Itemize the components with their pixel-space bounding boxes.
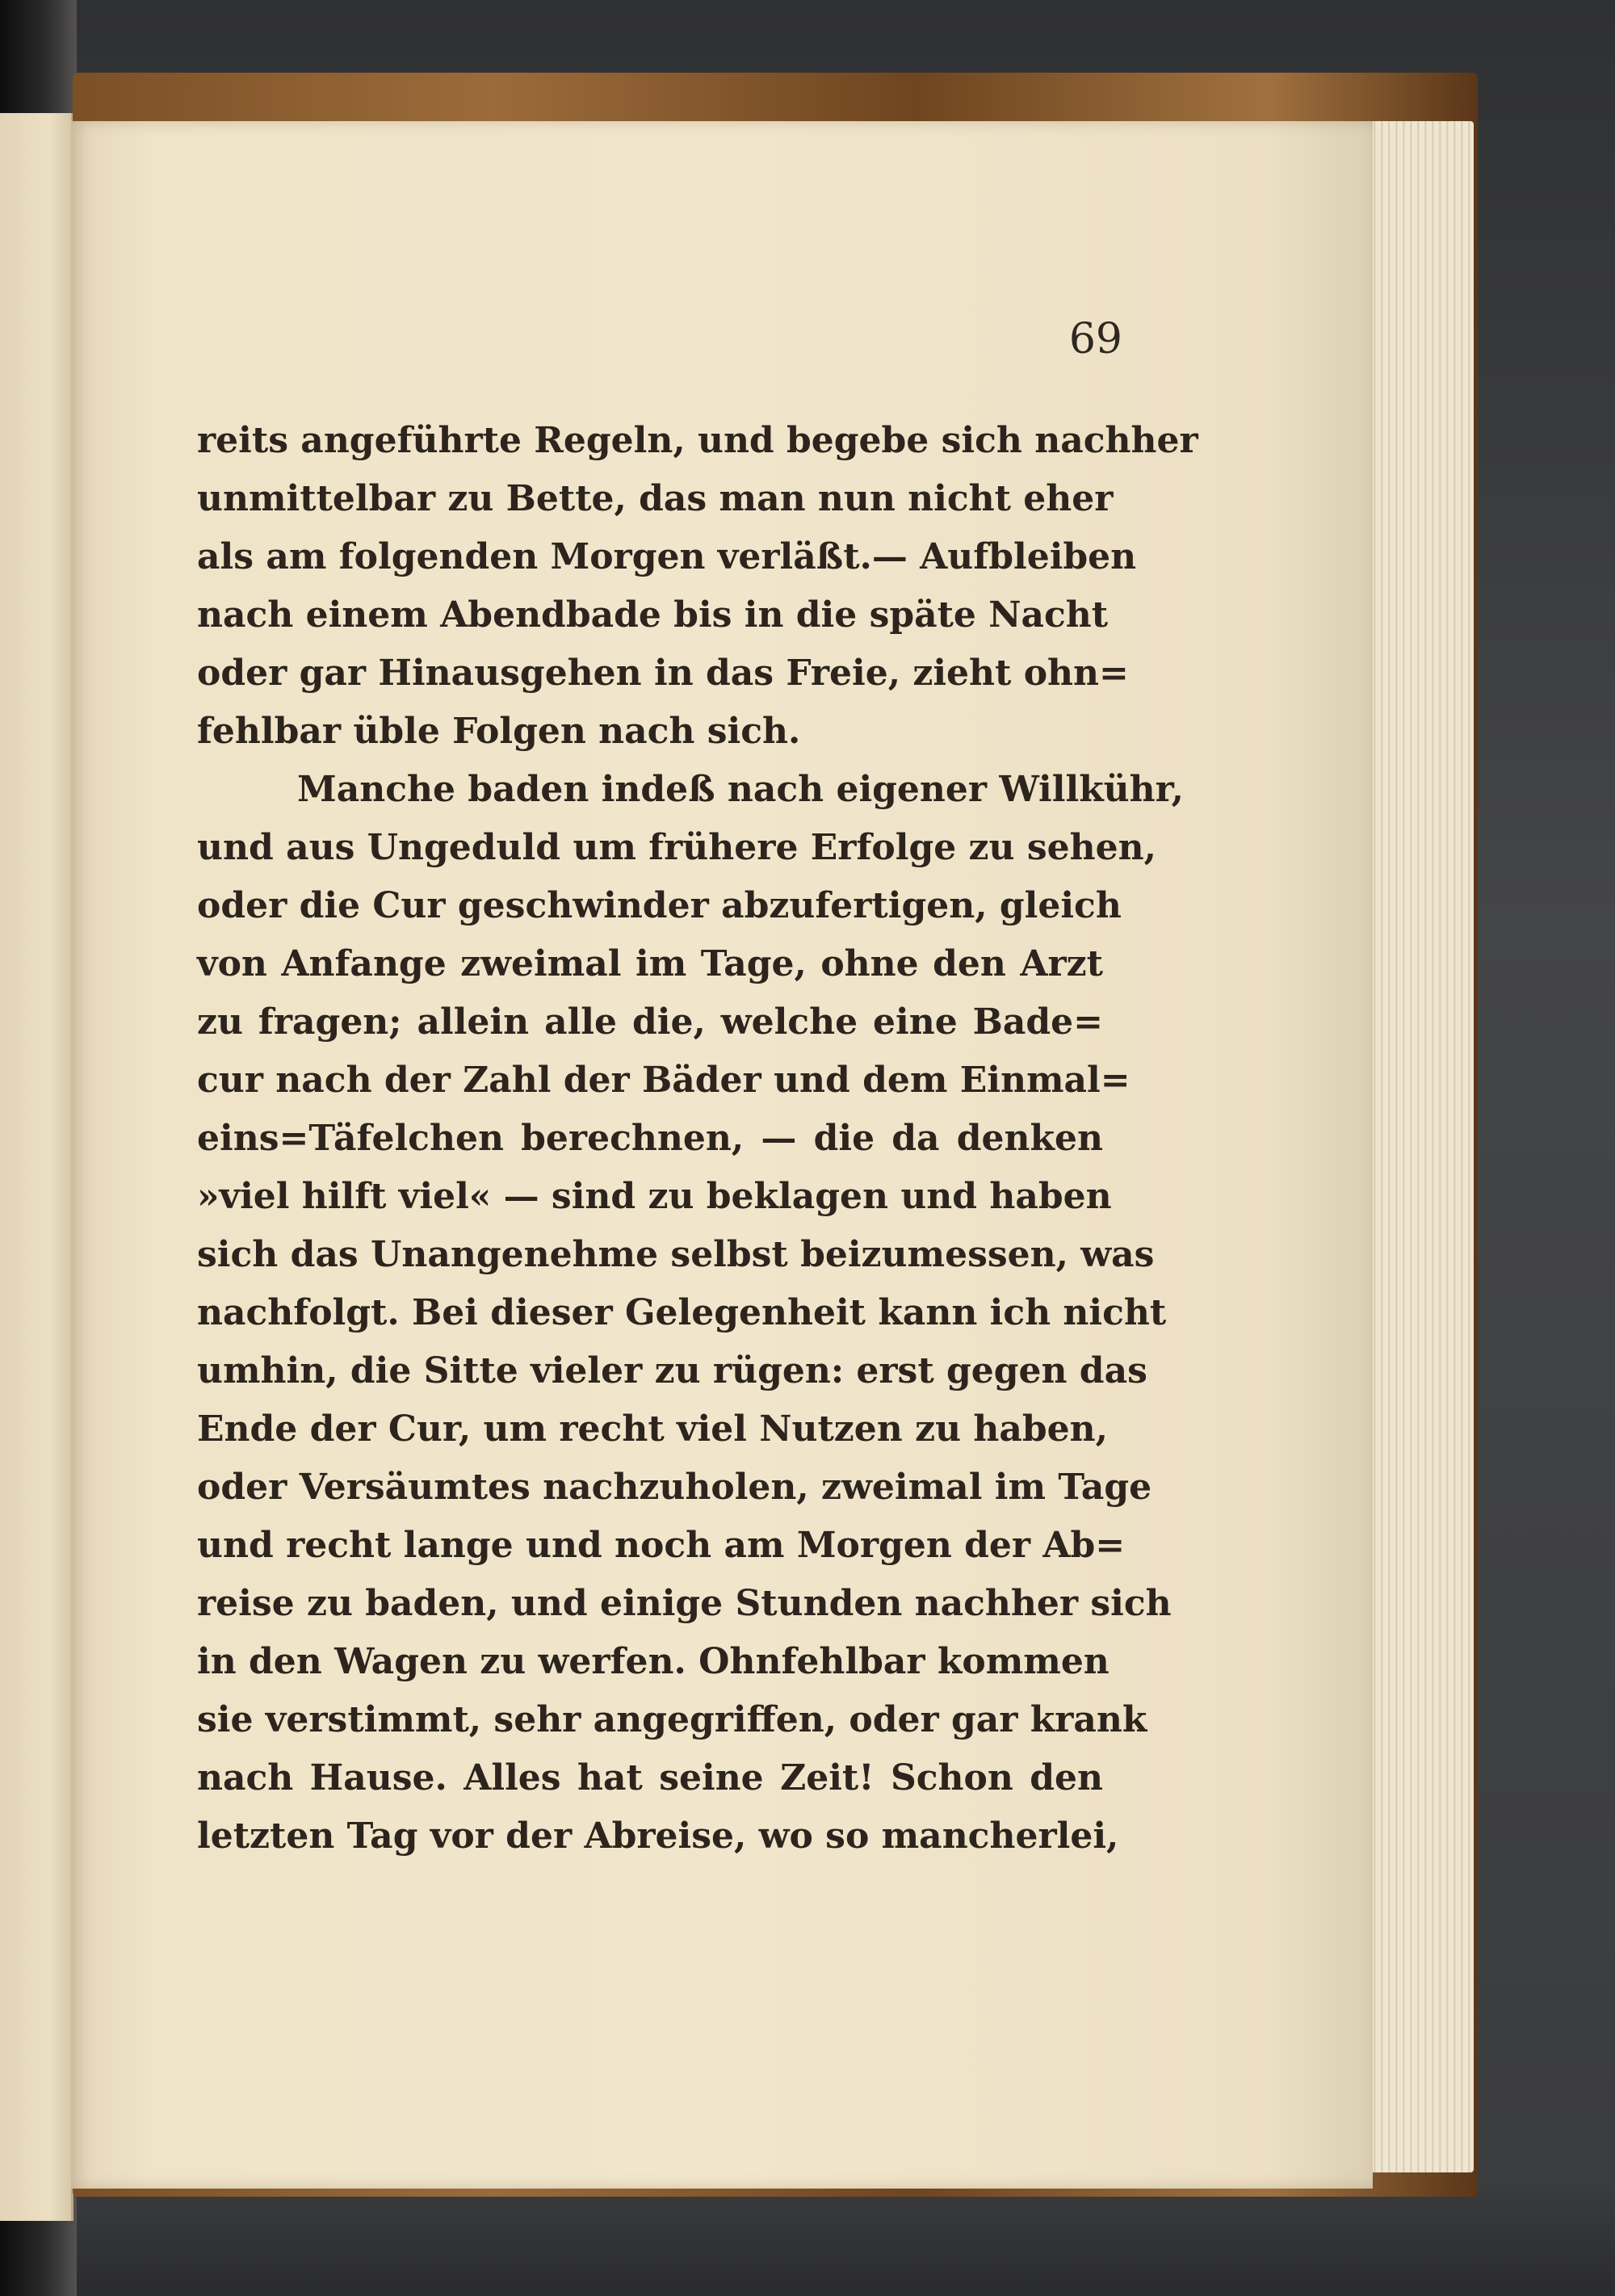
text-line: cur nach der Zahl der Bäder und dem Einmal= xyxy=(197,1060,1130,1101)
text-line: »viel hilft viel« — sind zu beklagen und haben xyxy=(197,1176,1112,1217)
text-line: oder Versäumtes nachzuholen, zweimal im Tage xyxy=(197,1467,1152,1508)
previous-page-edge xyxy=(0,113,73,2221)
text-line: umhin, die Sitte vieler zu rügen: erst gegen das xyxy=(197,1350,1147,1391)
body-text xyxy=(197,412,1198,1866)
text-line: reits angeführte Regeln, und begebe sich nachher xyxy=(197,420,1198,461)
text-line: sich das Unangenehme selbst beizumessen, was xyxy=(197,1234,1155,1275)
text-line: unmittelbar zu Bette, das man nun nicht eher xyxy=(197,478,1114,519)
text-line: letzten Tag vor der Abreise, wo so mancherlei, xyxy=(197,1815,1119,1857)
text-line: fehlbar üble Folgen nach sich. xyxy=(197,711,801,752)
text-line: nach Hause. Alles hat seine Zeit! Schon den xyxy=(197,1757,1103,1799)
text-line: von Anfange zweimal im Tage, ohne den Arzt xyxy=(197,943,1103,984)
text-line: Manche baden indeß nach eigener Willkühr, xyxy=(297,769,1184,810)
text-line: nachfolgt. Bei dieser Gelegenheit kann ich nicht xyxy=(197,1292,1167,1333)
text-line: und aus Ungeduld um frühere Erfolge zu sehen, xyxy=(197,827,1156,868)
table-surface xyxy=(0,2181,1615,2296)
text-line: in den Wagen zu werfen. Ohnfehlbar kommen xyxy=(197,1641,1110,1682)
text-line: nach einem Abendbade bis in die späte Nacht xyxy=(197,594,1109,636)
text-line: als am folgenden Morgen verläßt.— Aufbleiben xyxy=(197,536,1137,577)
text-line: sie verstimmt, sehr angegriffen, oder gar krank xyxy=(197,1699,1147,1740)
text-line: und recht lange und noch am Morgen der Ab= xyxy=(197,1525,1126,1566)
text-line: oder gar Hinausgehen in das Freie, zieht ohn= xyxy=(197,653,1129,694)
text-line: oder die Cur geschwinder abzufertigen, gleich xyxy=(197,885,1122,926)
text-line: Ende der Cur, um recht viel Nutzen zu haben, xyxy=(197,1408,1108,1450)
text-line: reise zu baden, und einige Stunden nachher sich xyxy=(197,1583,1172,1624)
text-line: eins=Täfelchen berechnen, — die da denken xyxy=(197,1118,1103,1159)
page-number: 69 xyxy=(1068,315,1122,363)
text-line: zu fragen; allein alle die, welche eine Bade= xyxy=(197,1001,1103,1043)
